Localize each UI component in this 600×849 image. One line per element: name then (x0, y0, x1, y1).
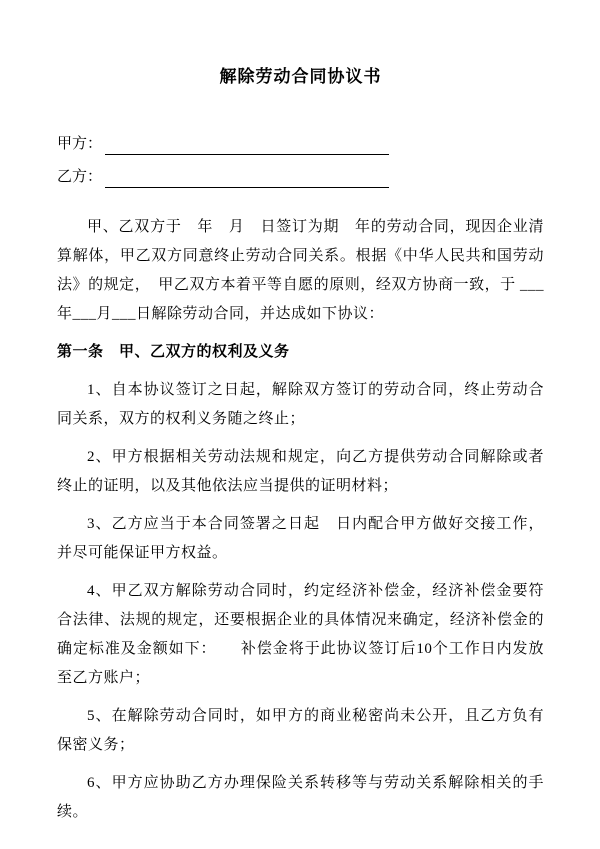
clause-item-1: 1、自本协议签订之日起，解除双方签订的劳动合同，终止劳动合同关系，双方的权利义务随之终止； (57, 382, 544, 427)
clause-item-2: 2、甲方根据相关劳动法规和规定，向乙方提供劳动合同解除或者终止的证明，以及其他依法应当提供的证明材料； (57, 449, 544, 494)
party-b-label: 乙方： (57, 169, 103, 185)
party-a-label: 甲方： (57, 136, 103, 152)
clause-item-6: 6、甲方应协助乙方办理保险关系转移等与劳动关系解除相关的手续。 (57, 775, 544, 820)
party-a-blank-line (105, 135, 389, 155)
party-a-row (57, 133, 544, 155)
spacer (57, 199, 544, 213)
document-title: 解除劳动合同协议书 (219, 67, 382, 86)
clause-item-4: 4、甲乙双方解除劳动合同时，约定经济补偿金，经济补偿金要符合法律、法规的规定，还要根据企业的具体情况来确定，经济补偿金的确定标准及金额如下： 补偿金将于此协议签订后10个工作日内发放至乙方账户； (57, 583, 544, 686)
party-b-blank-line (105, 168, 389, 188)
section-1-heading: 第一条 甲、乙双方的权利及义务 (57, 344, 290, 360)
clause-item-5: 5、在解除劳动合同时，如甲方的商业秘密尚未公开，且乙方负有保密义务； (57, 708, 544, 753)
clause-item-3: 3、乙方应当于本合同签署之日起 日内配合甲方做好交接工作，并尽可能保证甲方权益。 (57, 516, 544, 561)
intro-paragraph: 甲、乙双方于 年 月 日签订为期 年的劳动合同，现因企业清算解体，甲乙双方同意终止劳动合同关系。根据《中华人民共和国劳动法》的规定， 甲乙双方本着平等自愿的原则，经双方协商一致，于 ___年___月___日解除劳动合同，并达成如下协议： (57, 219, 544, 322)
party-b-row (57, 166, 544, 188)
